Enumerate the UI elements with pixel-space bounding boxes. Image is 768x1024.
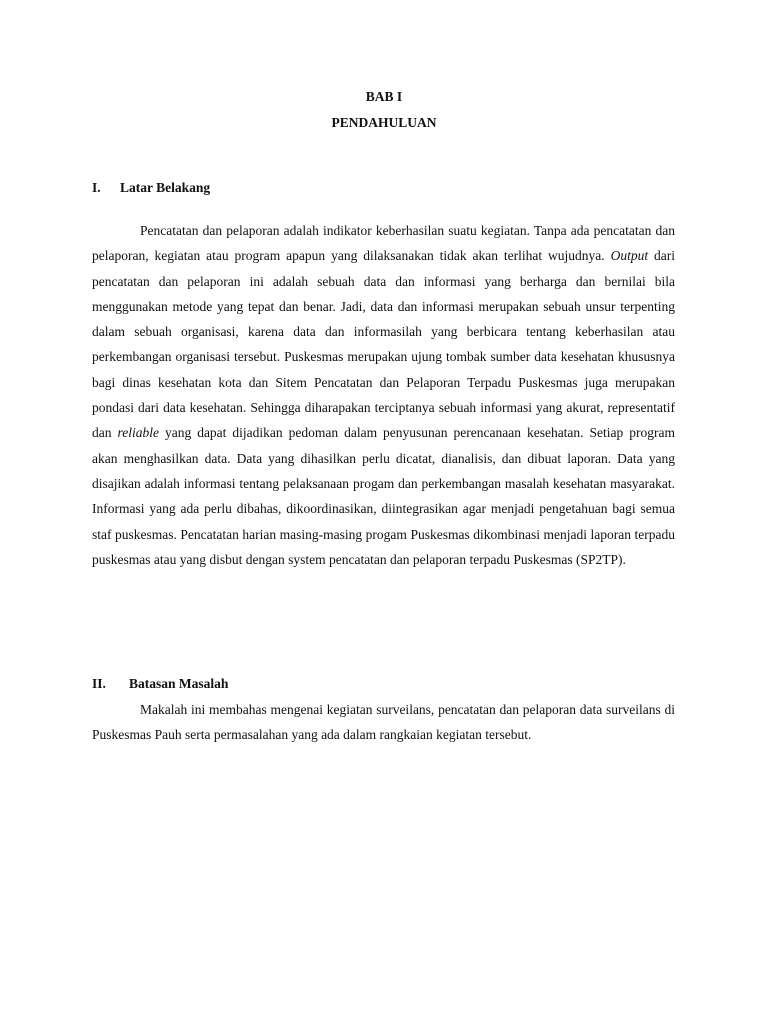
section-title: Latar Belakang — [120, 180, 211, 195]
paragraph-text: Makalah ini membahas mengenai kegiatan surveilans, pencatatan dan pelaporan data surveilans di Puskesmas Pauh serta permasalahan yang ada dalam rangkaian kegiatan tersebut. — [92, 702, 675, 743]
italic-term-output: Output — [610, 248, 649, 264]
paragraph-text: Pencatatan dan pelaporan adalah indikator keberhasilan suatu kegiatan. Tanpa ada pencatatan dan pelaporan, kegiatan atau program apapun yang dilaksanakan tidak akan terlihat wujudnya. — [92, 223, 675, 264]
italic-term-reliable: reliable — [117, 425, 159, 441]
section-heading-latar-belakang — [92, 179, 211, 197]
paragraph-text: dari pencatatan dan pelaporan ini adalah sebuah data dan informasi yang berharga dan bernilai bila menggunakan metode yang tepat dan benar. Jadi, data dan informasi merupakan sebuah unsur terpenting dalam sebuah organisasi, karena data dan informasilah yang berbicara tentang keberhasilan atau perkembangan organisasi tersebut. Puskesmas merupakan ujung tombak sumber data kesehatan khususnya bagi dinas kesehatan kota dan Sitem Pencatatan dan Pelaporan Terpadu Puskesmas juga merupakan pondasi dari data kesehatan. Sehingga diharapakan terciptanya sebuah informasi yang akurat, representatif dan — [92, 248, 675, 441]
paragraph-batasan-masalah — [92, 697, 675, 748]
section-number: II. — [92, 676, 106, 691]
section-heading-batasan-masalah — [92, 675, 229, 693]
chapter-title: PENDAHULUAN — [331, 115, 437, 130]
section-number: I. — [92, 180, 101, 195]
chapter-number: BAB I — [365, 89, 403, 104]
paragraph-latar-belakang — [92, 218, 675, 572]
section-title: Batasan Masalah — [129, 676, 229, 691]
paragraph-text: yang dapat dijadikan pedoman dalam penyusunan perencanaan kesehatan. Setiap program akan menghasilkan data. Data yang dihasilkan perlu dicatat, dianalisis, dan dibuat laporan. Data yang disajikan adalah informasi tentang pelaksanaan progam dan perkembangan masalah kesehatan masyarakat. Informasi yang ada perlu dibahas, dikoordinasikan, diintegrasikan agar menjadi pengetahuan bagi semua staf puskesmas. Pencatatan harian masing-masing progam Puskesmas dikombinasi menjadi laporan terpadu puskesmas atau yang disbut dengan system pencatatan dan pelaporan terpadu Puskesmas (SP2TP). — [92, 425, 675, 567]
